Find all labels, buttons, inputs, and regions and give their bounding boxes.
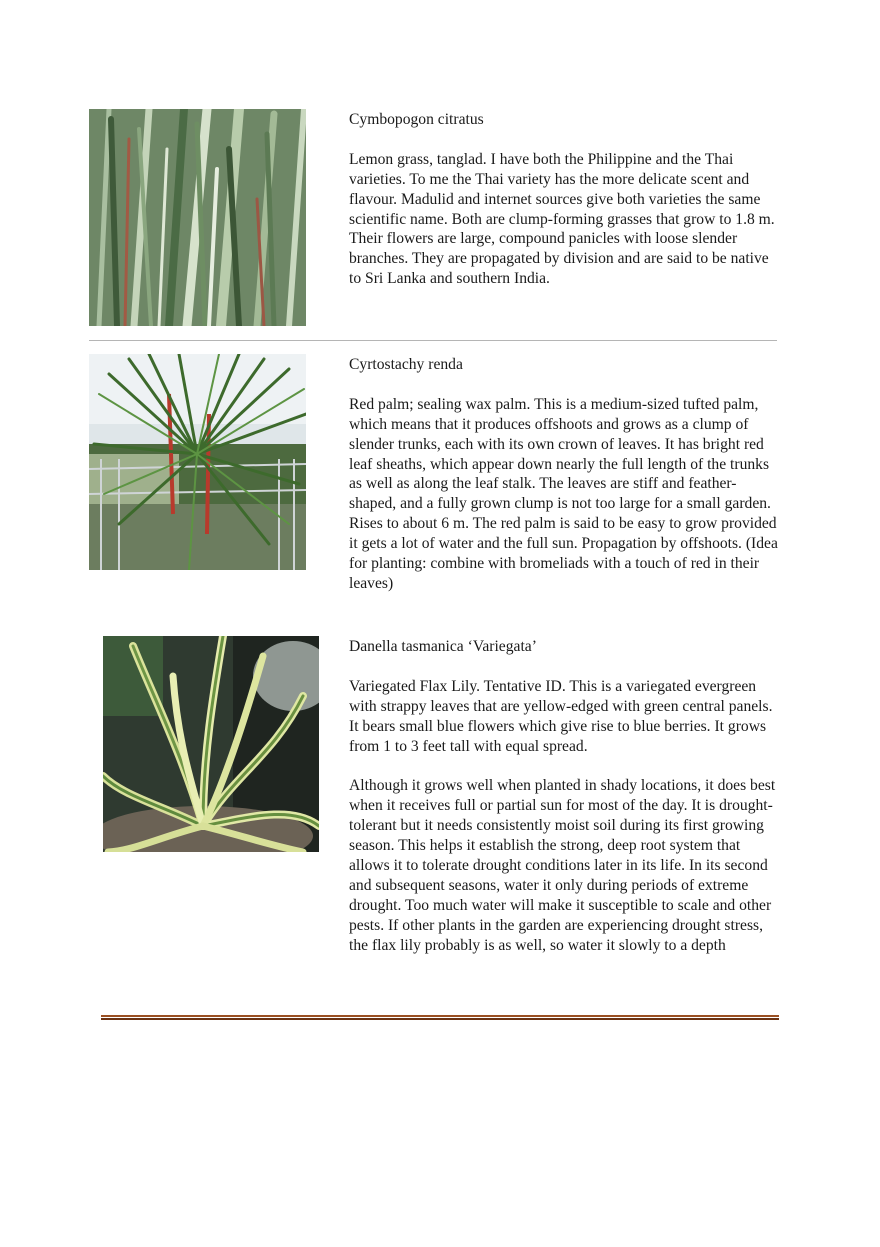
entry-description-continued: Although it grows well when planted in shady locations, it does best when it receives full or partial sun for most of the day. It is drought-tolerant but it needs consistently moist soil during its first growing season. This helps it establish the strong, deep root system that allows it to tolerate drought conditions later in its life. In its second and subsequent seasons, water it only during periods of extreme drought. Too much water will make it susceptible to scale and other pests. If other plants in the garden are experiencing drought stress, the flax lily probably is as well, so water it slowly to a depth [349, 777, 776, 954]
entry-description: Lemon grass, tanglad. I have both the Philippine and the Thai varieties. To me the Thai variety has the more delicate scent and flavour. Madulid and internet sources give both varieties the same scientific name. Both are clump-forming grasses that grow to 1.8 m. Their flowers are large, compound panicles with loose slender branches. They are propagated by division and are said to be native to Sri Lanka and southern India. [349, 150, 775, 288]
flax-lily-photo [103, 636, 319, 852]
entry-flax-lily [349, 637, 779, 955]
red-palm-photo [89, 354, 306, 570]
entry-description: Red palm; sealing wax palm. This is a medium-sized tufted palm, which means that it produces offshoots and grows as a clump of slender trunks, each with its own crown of leaves. It has bright red leaf sheaths, which appear down nearly the full length of the trunks as well as along the leaf stalk. The leaves are stiff and feather-shaped, and a fully grown clump is not too large for a small garden. Rises to about 6 m. The red palm is said to be easy to grow provided it gets a lot of water and the full sun. Propagation by offshoots. (Idea for planting: combine with bromeliads with a touch of red in their leaves) [349, 395, 778, 592]
entry-lemon-grass [349, 110, 779, 309]
entry-title: Cymbopogon citratus [349, 111, 484, 128]
entry-title: Cyrtostachy renda [349, 356, 463, 373]
footer-rule [101, 1015, 779, 1020]
lemon-grass-photo [89, 109, 306, 326]
entry-title: Danella tasmanica ‘Variegata’ [349, 638, 537, 655]
entry-description: Variegated Flax Lily. Tentative ID. This is a variegated evergreen with strappy leaves that are yellow-edged with green central panels. It bears small blue flowers which give rise to blue berries. It grows from 1 to 3 feet tall with equal spread. [349, 677, 773, 755]
entry-red-palm [349, 355, 779, 614]
section-divider [89, 340, 777, 341]
